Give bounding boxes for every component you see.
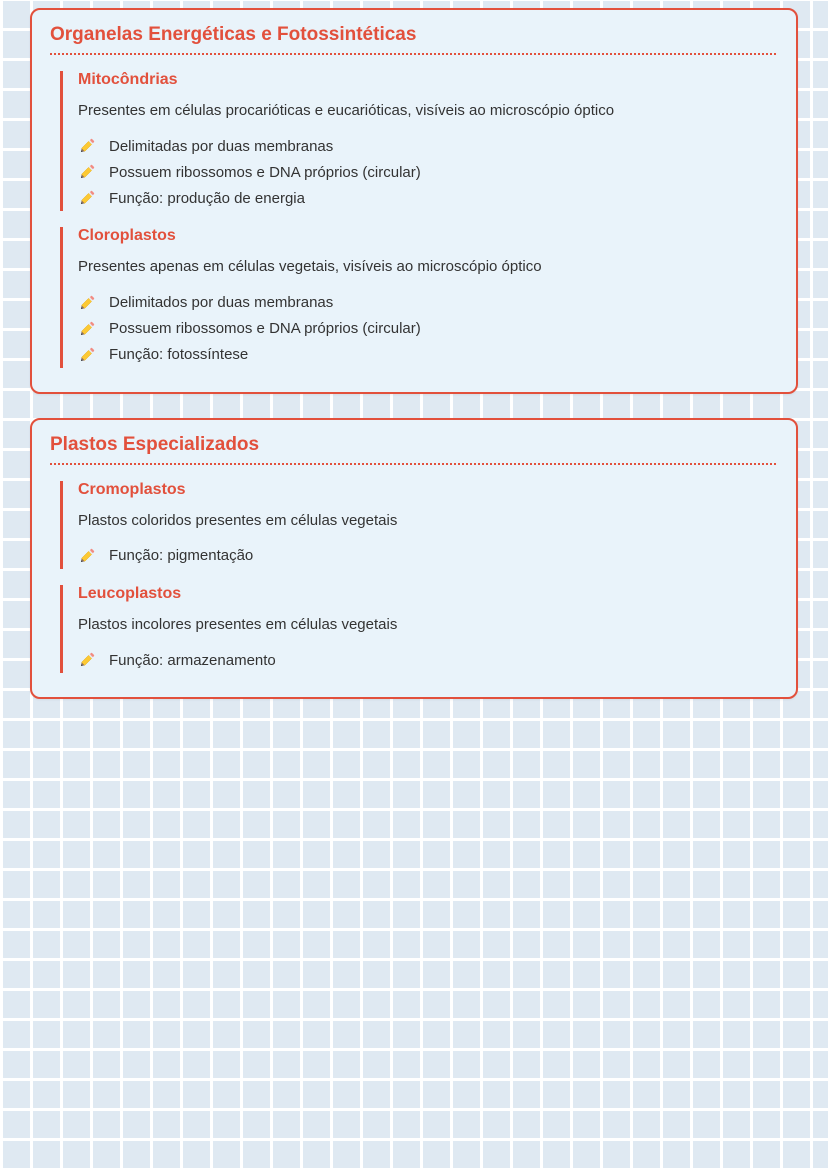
section-description: Plastos coloridos presentes em células vegetais xyxy=(78,511,398,529)
card-title: Plastos Especializados xyxy=(50,434,776,465)
section-heading: Leucoplastos xyxy=(78,584,182,602)
bullet-list xyxy=(78,290,776,368)
section-leucoplastos xyxy=(60,585,776,673)
list-item xyxy=(78,185,776,211)
bullet-text: Delimitadas por duas membranas xyxy=(109,137,334,155)
pencil-icon xyxy=(78,137,96,155)
pencil-icon xyxy=(78,163,96,181)
notes-card xyxy=(30,418,798,700)
bullet-text: Função: fotossíntese xyxy=(109,346,249,363)
bullet-list xyxy=(78,133,776,211)
pencil-icon xyxy=(78,547,96,565)
list-item xyxy=(78,133,776,159)
pencil-icon xyxy=(78,294,96,312)
pencil-icon xyxy=(78,189,96,207)
section-mitocondrias xyxy=(60,71,776,211)
section-heading: Mitocôndrias xyxy=(78,71,178,88)
notes-card xyxy=(30,8,798,394)
section-heading: Cloroplastos xyxy=(78,227,176,245)
section-heading: Cromoplastos xyxy=(78,480,186,498)
list-item xyxy=(78,543,776,569)
bullet-list xyxy=(78,543,776,569)
bullet-text: Função: pigmentação xyxy=(109,547,254,565)
section-description: Plastos incolores presentes em células vegetais xyxy=(78,615,398,633)
list-item xyxy=(78,159,776,185)
bullet-text: Possuem ribossomos e DNA próprios (circular) xyxy=(109,320,421,337)
bullet-text: Função: armazenamento xyxy=(109,651,276,669)
section-description: Presentes apenas em células vegetais, visíveis ao microscópio óptico xyxy=(78,258,542,276)
list-item xyxy=(78,647,776,673)
card-title: Organelas Energéticas e Fotossintéticas xyxy=(50,24,776,55)
bullet-list xyxy=(78,647,776,673)
bullet-text: Delimitados por duas membranas xyxy=(109,294,334,311)
pencil-icon xyxy=(78,651,96,669)
list-item xyxy=(78,316,776,342)
section-cromoplastos xyxy=(60,481,776,569)
section-cloroplastos xyxy=(60,227,776,367)
pencil-icon xyxy=(78,346,96,364)
pencil-icon xyxy=(78,320,96,338)
section-description: Presentes em células procarióticas e eucarióticas, visíveis ao microscópio óptico xyxy=(78,102,615,119)
list-item xyxy=(78,290,776,316)
list-item xyxy=(78,342,776,368)
bullet-text: Possuem ribossomos e DNA próprios (circular) xyxy=(109,163,421,181)
bullet-text: Função: produção de energia xyxy=(109,189,305,207)
